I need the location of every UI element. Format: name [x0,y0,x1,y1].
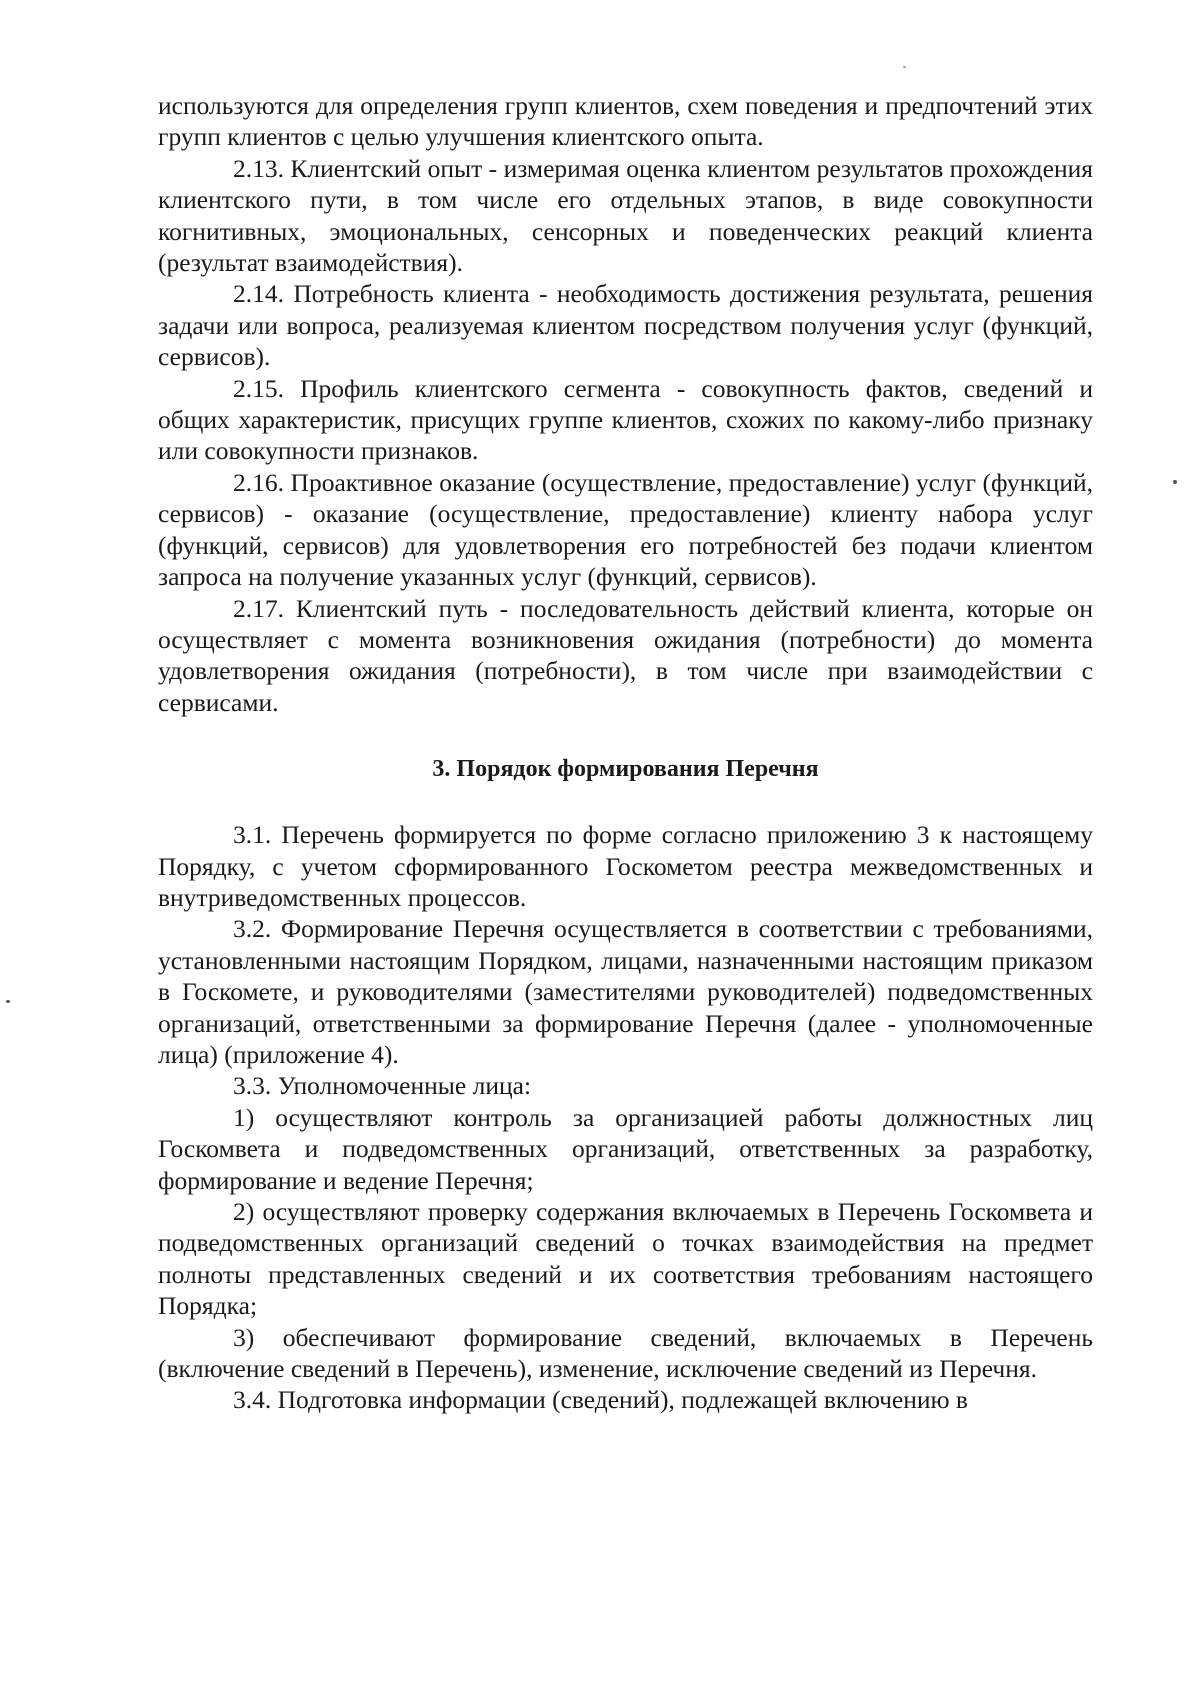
paragraph-2-15: 2.15. Профиль клиентского сегмента - совокупность фактов, сведений и общих характеристик, присущих группе клиентов, схожих по какому-либо признаку или совокупности признаков. [158,373,1093,466]
paragraph-2-14: 2.14. Потребность клиента - необходимость достижения результата, решения задачи или вопроса, реализуемая клиентом посредством получения услуг (функций, сервисов). [158,279,1093,372]
scan-speck [1173,480,1177,484]
scan-speck [903,66,906,68]
paragraph-2-17: 2.17. Клиентский путь - последовательность действий клиента, которые он осуществляет с момента возникновения ожидания (потребности) до момента удовлетворения ожидания (потребности), в том числе при взаимодействии с сервисами. [158,593,1093,717]
document-page [158,90,1093,1416]
paragraph-3-3: 3.3. Уполномоченные лица: [233,1071,532,1101]
paragraph-3-1: 3.1. Перечень формируется по форме согласно приложению 3 к настоящему Порядку, с учетом сформированного Госкометом реестра межведомственных и внутриведомственных процессов. [158,820,1093,912]
paragraph-2-16: 2.16. Проактивное оказание (осуществление, предоставление) услуг (функций, сервисов) - оказание (осуществление, предоставление) клиенту набора услуг (функций, сервисов) для удовлетворения его потребностей без подачи клиентом запроса на получение указанных услуг (функций, сервисов). [158,467,1093,592]
scan-speck [6,1000,10,1003]
paragraph-3-2: 3.2. Формирование Перечня осуществляется в соответствии с требованиями, установленными настоящим Порядком, лицами, назначенными настоящим приказом в Госкомете, и руководителями (заместителями руководителей) подведомственных организаций, ответственными за формирование Перечня (далее - уполномоченные лица) (приложение 4). [158,914,1093,1069]
paragraph-2-13: 2.13. Клиентский опыт - измеримая оценка клиентом результатов прохождения клиентского пути, в том числе его отдельных этапов, в виде совокупности когнитивных, эмоциональных, сенсорных и поведенческих реакций клиента (результат взаимодействия). [158,153,1093,278]
paragraph-3-4: 3.4. Подготовка информации (сведений), подлежащей включению в [233,1385,968,1415]
section-heading: 3. Порядок формирования Перечня [432,756,819,783]
list-item-1: 1) осуществляют контроль за организацией работы должностных лиц Госкомвета и подведомственных организаций, ответственных за разработку, формирование и ведение Перечня; [158,1102,1093,1195]
paragraph-continuation: используются для определения групп клиентов, схем поведения и предпочтений этих групп клиентов с целью улучшения клиентского опыта. [158,91,1093,152]
list-item-3: 3) обеспечивают формирование сведений, включаемых в Перечень (включение сведений в Перечень), изменение, исключение сведений из Перечня. [158,1322,1093,1384]
list-item-2: 2) осуществляют проверку содержания включаемых в Перечень Госкомвета и подведомственных организаций сведений о точках взаимодействия на предмет полноты представленных сведений и их соответствия требованиям настоящего Порядка; [158,1197,1093,1321]
